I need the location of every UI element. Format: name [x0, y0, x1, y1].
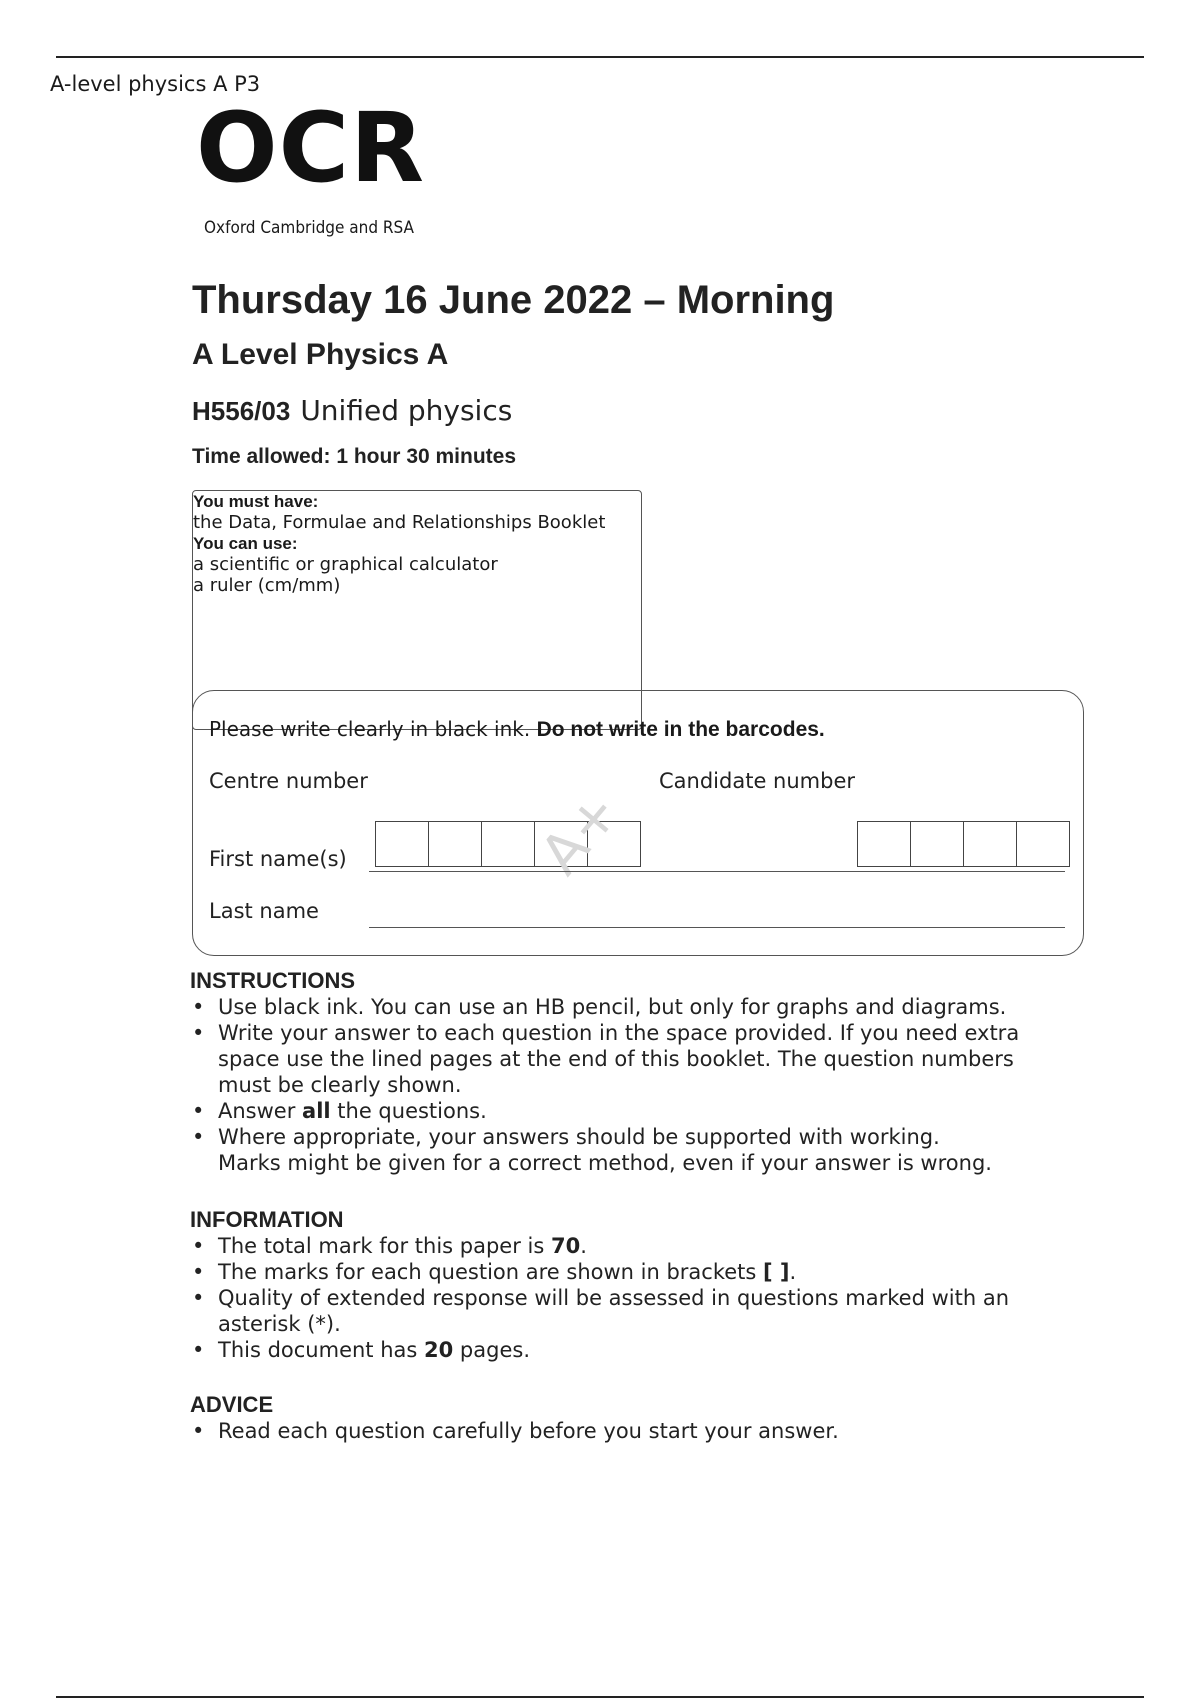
- centre-number-label: Centre number: [209, 769, 368, 793]
- list-item: [190, 1020, 1090, 1098]
- page-header: A-level physics A P3: [50, 72, 261, 96]
- paper-code: H556/03: [192, 396, 291, 426]
- information-text: The marks for each question are shown in brackets: [218, 1260, 764, 1284]
- candidate-digit-box[interactable]: [858, 822, 911, 866]
- exam-date-title: Thursday 16 June 2022 – Morning: [192, 278, 835, 322]
- first-name-label: First name(s): [209, 847, 347, 871]
- candidate-details-box: [192, 690, 1084, 956]
- information-text: • Quality of extended response will be assessed in questions marked with an: [218, 1286, 1010, 1310]
- information-heading: INFORMATION: [190, 1207, 344, 1232]
- centre-digit-box[interactable]: [429, 822, 482, 866]
- information-emphasis: 70: [550, 1234, 581, 1258]
- instruction-text: Answer: [218, 1099, 303, 1123]
- ink-note-text: Please write clearly in black ink.: [209, 717, 537, 741]
- qualification-title: A Level Physics A: [192, 338, 449, 371]
- ocr-logo: OCR: [196, 92, 425, 204]
- must-have-item: the Data, Formulae and Relationships Booklet: [193, 512, 606, 533]
- information-text: asterisk (*).: [218, 1312, 341, 1336]
- instruction-text: the questions.: [330, 1099, 487, 1123]
- information-text: .: [580, 1234, 587, 1258]
- advice-heading: ADVICE: [190, 1392, 274, 1417]
- list-item: [190, 1124, 1090, 1176]
- instruction-text: Marks might be given for a correct method, even if your answer is wrong.: [218, 1151, 992, 1175]
- first-name-line[interactable]: [369, 871, 1065, 872]
- must-have-heading: You must have:: [193, 492, 319, 511]
- list-item: [190, 1098, 1090, 1124]
- list-item: [190, 1259, 1090, 1285]
- instruction-text: space use the lined pages at the end of this booklet. The question numbers: [218, 1047, 1014, 1071]
- instructions-list: [190, 994, 1090, 1176]
- candidate-number-label: Candidate number: [659, 769, 855, 793]
- bottom-rule: [56, 1696, 1144, 1698]
- instructions-heading: INSTRUCTIONS: [190, 968, 355, 993]
- top-rule: [56, 56, 1144, 58]
- time-allowed: Time allowed: 1 hour 30 minutes: [192, 445, 517, 468]
- logo-subtitle: Oxford Cambridge and RSA: [204, 218, 415, 238]
- information-emphasis: 20: [424, 1338, 454, 1362]
- instruction-text: • Where appropriate, your answers should be supported with working.: [218, 1125, 940, 1149]
- information-list: [190, 1233, 1090, 1363]
- ink-note-warning: Do not write in the barcodes.: [536, 718, 825, 741]
- paper-name: Unified physics: [300, 394, 513, 427]
- centre-digit-box[interactable]: [376, 822, 429, 866]
- centre-digit-box[interactable]: [482, 822, 535, 866]
- information-text: pages.: [453, 1338, 530, 1362]
- paper-code-line: [192, 394, 512, 427]
- advice-list: [190, 1418, 1090, 1444]
- instruction-text: • Write your answer to each question in the space provided. If you need extra: [218, 1021, 1020, 1045]
- candidate-digit-box[interactable]: [1017, 822, 1069, 866]
- last-name-line[interactable]: [369, 927, 1065, 928]
- instruction-text: must be clearly shown.: [218, 1073, 462, 1097]
- list-item: [190, 994, 1090, 1020]
- candidate-digit-box[interactable]: [911, 822, 964, 866]
- information-emphasis: [ ]: [763, 1260, 790, 1284]
- list-item: [190, 1337, 1090, 1363]
- information-text: This document has: [218, 1338, 425, 1362]
- instruction-emphasis: all: [302, 1099, 331, 1123]
- watermark: A+: [528, 779, 633, 888]
- candidate-number-boxes[interactable]: [857, 821, 1070, 867]
- can-use-item: a ruler (cm/mm): [193, 575, 341, 596]
- list-item: [190, 1418, 1090, 1444]
- candidate-digit-box[interactable]: [964, 822, 1017, 866]
- information-text: .: [789, 1260, 797, 1284]
- information-text: The total mark for this paper is: [218, 1234, 551, 1258]
- can-use-item: a scientific or graphical calculator: [193, 554, 498, 575]
- instruction-text: Use black ink. You can use an HB pencil, but only for graphs and diagrams.: [218, 995, 1007, 1019]
- can-use-heading: You can use:: [193, 534, 298, 553]
- ink-note: [209, 717, 825, 742]
- last-name-label: Last name: [209, 899, 319, 923]
- list-item: [190, 1233, 1090, 1259]
- advice-text: Read each question carefully before you start your answer.: [218, 1419, 839, 1443]
- list-item: [190, 1285, 1090, 1337]
